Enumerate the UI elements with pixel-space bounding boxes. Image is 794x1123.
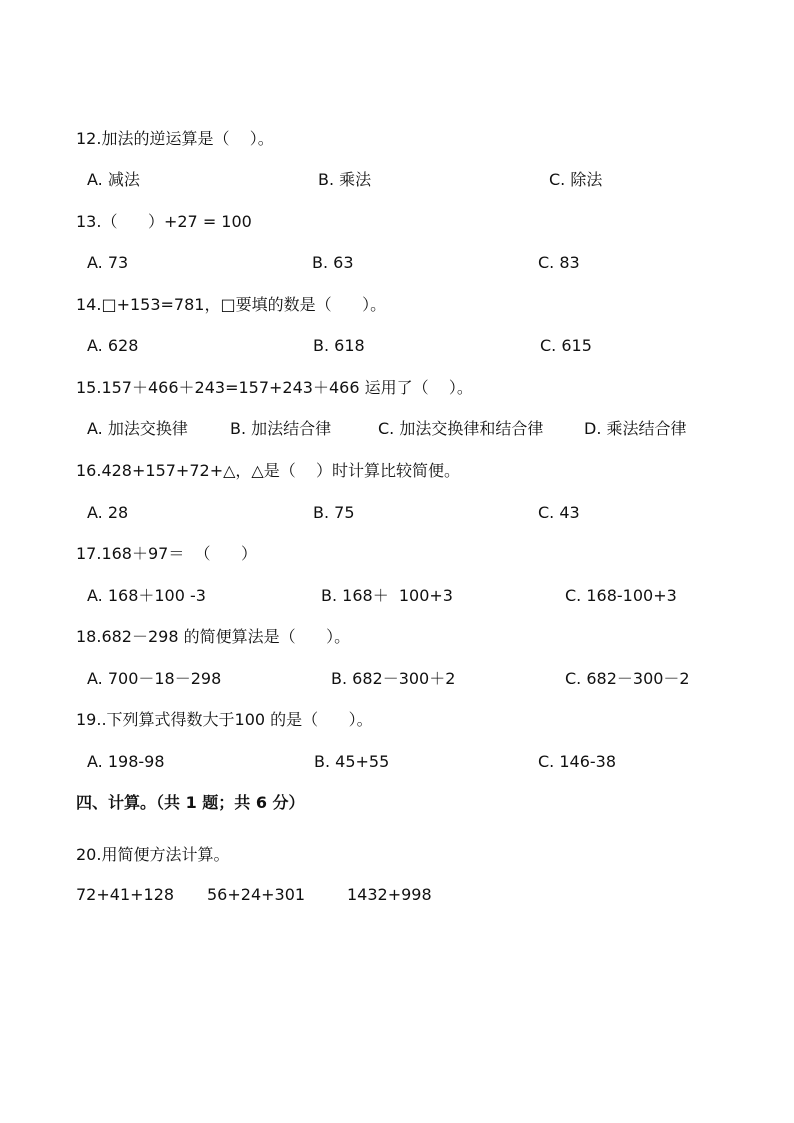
section-heading: 四、计算。（共 1 题；共 6 分）: [76, 793, 305, 812]
question-12-stem: 12.加法的逆运算是（ ）。: [76, 129, 274, 148]
question-18-option-a: A. 700－18－298: [87, 669, 222, 688]
expression-1: 72+41+128: [76, 885, 175, 904]
question-19-stem: 19..下列算式得数大于100 的是（ ）。: [76, 710, 373, 729]
question-12-option-b: B. 乘法: [318, 170, 372, 189]
question-13-option-b: B. 63: [312, 253, 354, 272]
question-15-option-d: D. 乘法结合律: [584, 419, 687, 438]
question-14-stem: 14.□+153=781，□要填的数是（ ）。: [76, 295, 387, 314]
question-15-option-b: B. 加法结合律: [230, 419, 332, 438]
question-19-option-c: C. 146-38: [538, 752, 617, 771]
question-13-stem: 13.（ ）+27 = 100: [76, 212, 252, 231]
question-13-option-a: A. 73: [87, 253, 129, 272]
question-14-option-a: A. 628: [87, 336, 139, 355]
question-17-stem: 17.168＋97＝ （ ）: [76, 544, 258, 563]
question-20-stem: 20.用简便方法计算。: [76, 845, 230, 864]
question-12-option-c: C. 除法: [549, 170, 603, 189]
question-15-option-a: A. 加法交换律: [87, 419, 188, 438]
question-18-option-b: B. 682－300＋2: [331, 669, 456, 688]
question-16-option-c: C. 43: [538, 503, 580, 522]
expression-2: 56+24+301: [207, 885, 306, 904]
question-17-option-a: A. 168＋100 -3: [87, 586, 206, 605]
question-17-option-b: B. 168＋ 100+3: [321, 586, 453, 605]
question-14-option-c: C. 615: [540, 336, 592, 355]
question-12-option-a: A. 减法: [87, 170, 140, 189]
question-16-option-b: B. 75: [313, 503, 355, 522]
question-19-option-b: B. 45+55: [314, 752, 390, 771]
question-14-option-b: B. 618: [313, 336, 365, 355]
question-16-option-a: A. 28: [87, 503, 129, 522]
expression-3: 1432+998: [347, 885, 432, 904]
question-18-option-c: C. 682－300－2: [565, 669, 690, 688]
question-13-option-c: C. 83: [538, 253, 580, 272]
question-15-stem: 15.157＋466＋243=157+243＋466 运用了（ ）。: [76, 378, 473, 397]
question-19-option-a: A. 198-98: [87, 752, 165, 771]
question-15-option-c: C. 加法交换律和结合律: [378, 419, 544, 438]
question-18-stem: 18.682－298 的简便算法是（ ）。: [76, 627, 351, 646]
question-16-stem: 16.428+157+72+△，△是（ ）时计算比较简便。: [76, 461, 461, 480]
question-17-option-c: C. 168-100+3: [565, 586, 677, 605]
